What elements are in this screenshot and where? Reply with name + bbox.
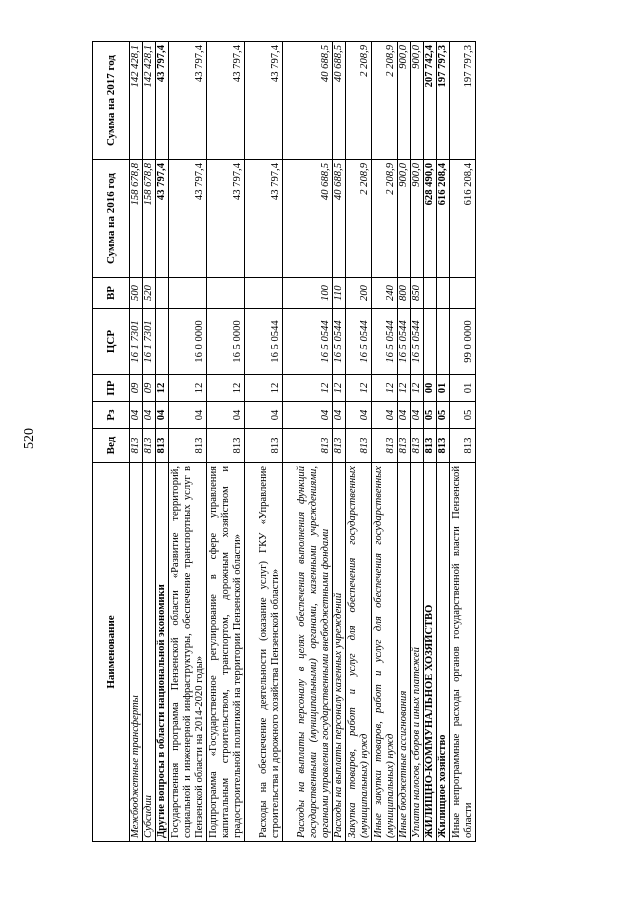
cell-csr: 16 5 0544: [245, 309, 283, 375]
cell-csr: 16 5 0544: [372, 309, 398, 375]
cell-sum-2016: 40 688,5: [333, 160, 346, 278]
cell-rz: 04: [207, 402, 245, 429]
cell-sum-2016: 900,0: [411, 160, 424, 278]
cell-rz: 04: [143, 402, 156, 429]
cell-pr: 01: [437, 375, 450, 402]
cell-ved: 813: [143, 429, 156, 463]
cell-sum-2016: 43 797,4: [245, 160, 283, 278]
cell-sum-2017: 142 428,1: [130, 42, 143, 160]
cell-csr: 16 0 0000: [169, 309, 207, 375]
cell-pr: 01: [450, 375, 476, 402]
cell-ved: 813: [130, 429, 143, 463]
cell-pr: 12: [169, 375, 207, 402]
cell-pr: 12: [245, 375, 283, 402]
cell-name: Межбюджетные трансферты: [130, 463, 143, 842]
header-sum-2017: Сумма на 2017 год: [93, 42, 130, 160]
cell-csr: 99 0 0000: [450, 309, 476, 375]
cell-csr: 16 5 0544: [283, 309, 333, 375]
cell-csr: 16 5 0000: [207, 309, 245, 375]
cell-ved: 813: [450, 429, 476, 463]
cell-name: Жилищное хозяйство: [437, 463, 450, 842]
cell-pr: 12: [207, 375, 245, 402]
cell-vr: [450, 278, 476, 309]
cell-csr: 16 1 7301: [143, 309, 156, 375]
cell-name: Расходы на обеспечение деятельности (оказание услуг) ГКУ «Управление строительства и дорожного хозяйства Пензенской области»: [245, 463, 283, 842]
cell-name: Расходы на выплаты персоналу в целях обеспечения выполнения функций государственными (муниципальными) органами, казенными учреждениями, органами управления государственными внебюджетными фондами: [283, 463, 333, 842]
cell-csr: 16 5 0544: [398, 309, 411, 375]
cell-pr: 12: [411, 375, 424, 402]
cell-vr: 520: [143, 278, 156, 309]
cell-csr: 16 5 0544: [333, 309, 346, 375]
cell-pr: 09: [130, 375, 143, 402]
cell-sum-2017: 2 208,9: [372, 42, 398, 160]
cell-sum-2016: 2 208,9: [372, 160, 398, 278]
cell-vr: 800: [398, 278, 411, 309]
cell-sum-2016: 43 797,4: [169, 160, 207, 278]
cell-csr: 16 5 0544: [411, 309, 424, 375]
cell-pr: 12: [346, 375, 372, 402]
cell-name: Уплата налогов, сборов и иных платежей: [411, 463, 424, 842]
table-row: [372, 42, 398, 842]
cell-vr: 240: [372, 278, 398, 309]
table-row: [143, 42, 156, 842]
cell-name: Иные бюджетные ассигнования: [398, 463, 411, 842]
cell-sum-2017: 2 208,9: [346, 42, 372, 160]
cell-name: Подпрограмма «Государственное регулирование в сфере управления капитальным строительством, транспортом, дорожным хозяйством и градостроительной политикой на территории Пензенской области»: [207, 463, 245, 842]
cell-rz: 04: [372, 402, 398, 429]
table-row: [450, 42, 476, 842]
page-number: 520: [22, 428, 37, 449]
cell-pr: 00: [424, 375, 437, 402]
cell-rz: 05: [424, 402, 437, 429]
cell-sum-2017: 197 797,3: [450, 42, 476, 160]
table-row: [283, 42, 333, 842]
cell-sum-2016: 2 208,9: [346, 160, 372, 278]
cell-sum-2016: 43 797,4: [207, 160, 245, 278]
table-row: [398, 42, 411, 842]
cell-pr: 12: [398, 375, 411, 402]
header-csr: ЦСР: [93, 309, 130, 375]
cell-vr: [245, 278, 283, 309]
cell-vr: [169, 278, 207, 309]
cell-sum-2017: 207 742,4: [424, 42, 437, 160]
budget-table: [92, 41, 476, 842]
table-row: [156, 42, 169, 842]
cell-vr: 110: [333, 278, 346, 309]
cell-ved: 813: [169, 429, 207, 463]
cell-sum-2017: 40 688,5: [283, 42, 333, 160]
cell-sum-2017: 43 797,4: [207, 42, 245, 160]
cell-vr: 850: [411, 278, 424, 309]
cell-ved: 813: [346, 429, 372, 463]
cell-vr: [207, 278, 245, 309]
cell-ved: 813: [207, 429, 245, 463]
cell-ved: 813: [424, 429, 437, 463]
cell-sum-2017: 900,0: [398, 42, 411, 160]
cell-name: Субсидии: [143, 463, 156, 842]
cell-rz: 05: [450, 402, 476, 429]
cell-csr: [424, 309, 437, 375]
cell-csr: 16 1 7301: [130, 309, 143, 375]
cell-rz: 04: [333, 402, 346, 429]
cell-pr: 09: [143, 375, 156, 402]
table-row: [130, 42, 143, 842]
cell-sum-2017: 43 797,4: [169, 42, 207, 160]
header-vr: ВР: [93, 278, 130, 309]
cell-sum-2017: 142 428,1: [143, 42, 156, 160]
cell-rz: 04: [283, 402, 333, 429]
cell-ved: 813: [156, 429, 169, 463]
cell-pr: 12: [156, 375, 169, 402]
table-row: [333, 42, 346, 842]
cell-sum-2016: 900,0: [398, 160, 411, 278]
cell-rz: 04: [245, 402, 283, 429]
cell-name: Другие вопросы в области национальной экономики: [156, 463, 169, 842]
cell-rz: 04: [411, 402, 424, 429]
cell-ved: 813: [411, 429, 424, 463]
cell-ved: 813: [283, 429, 333, 463]
cell-csr: [156, 309, 169, 375]
cell-rz: 04: [156, 402, 169, 429]
cell-sum-2016: 158 678,8: [143, 160, 156, 278]
cell-ved: 813: [398, 429, 411, 463]
cell-rz: 04: [130, 402, 143, 429]
table-row: [245, 42, 283, 842]
cell-pr: 12: [333, 375, 346, 402]
table-row: [411, 42, 424, 842]
header-sum-2016: Сумма на 2016 год: [93, 160, 130, 278]
cell-ved: 813: [245, 429, 283, 463]
header-rz: Рз: [93, 402, 130, 429]
cell-sum-2017: 43 797,4: [156, 42, 169, 160]
cell-rz: 04: [346, 402, 372, 429]
cell-rz: 04: [169, 402, 207, 429]
cell-ved: 813: [372, 429, 398, 463]
table-row: [437, 42, 450, 842]
cell-csr: [437, 309, 450, 375]
cell-name: Закупка товаров, работ и услуг для обеспечения государственных (муниципальных) нужд: [346, 463, 372, 842]
header-ved: Вед: [93, 429, 130, 463]
cell-sum-2016: 40 688,5: [283, 160, 333, 278]
table-row: [169, 42, 207, 842]
cell-sum-2016: 628 490,0: [424, 160, 437, 278]
cell-vr: [156, 278, 169, 309]
cell-sum-2016: 43 797,4: [156, 160, 169, 278]
cell-sum-2017: 40 688,5: [333, 42, 346, 160]
table-row: [424, 42, 437, 842]
table-body: [130, 42, 476, 842]
cell-rz: 04: [398, 402, 411, 429]
cell-ved: 813: [437, 429, 450, 463]
cell-vr: 100: [283, 278, 333, 309]
cell-vr: [424, 278, 437, 309]
cell-sum-2016: 616 208,4: [437, 160, 450, 278]
cell-vr: 200: [346, 278, 372, 309]
table-row: [207, 42, 245, 842]
cell-ved: 813: [333, 429, 346, 463]
cell-csr: 16 5 0544: [346, 309, 372, 375]
cell-sum-2017: 900,0: [411, 42, 424, 160]
budget-table-container: [92, 42, 476, 842]
cell-vr: 500: [130, 278, 143, 309]
cell-sum-2017: 43 797,4: [245, 42, 283, 160]
header-row: [93, 42, 130, 842]
cell-sum-2016: 158 678,8: [130, 160, 143, 278]
cell-rz: 05: [437, 402, 450, 429]
cell-sum-2016: 616 208,4: [450, 160, 476, 278]
cell-name: ЖИЛИЩНО-КОММУНАЛЬНОЕ ХОЗЯЙСТВО: [424, 463, 437, 842]
table-row: [346, 42, 372, 842]
cell-name: Иные непрограммные расходы органов государственной власти Пензенской области: [450, 463, 476, 842]
header-pr: ПР: [93, 375, 130, 402]
cell-vr: [437, 278, 450, 309]
header-name: Наименование: [93, 463, 130, 842]
cell-sum-2017: 197 797,3: [437, 42, 450, 160]
cell-name: Иные закупки товаров, работ и услуг для обеспечения государственных (муниципальных) нужд: [372, 463, 398, 842]
cell-pr: 12: [372, 375, 398, 402]
cell-name: Государственная программа Пензенской области «Развитие территорий, социальной и инженерной инфраструктуры, обеспечение транспортных услуг в Пензенской области на 2014-2020 годы»: [169, 463, 207, 842]
cell-pr: 12: [283, 375, 333, 402]
cell-name: Расходы на выплаты персоналу казенных учреждений: [333, 463, 346, 842]
